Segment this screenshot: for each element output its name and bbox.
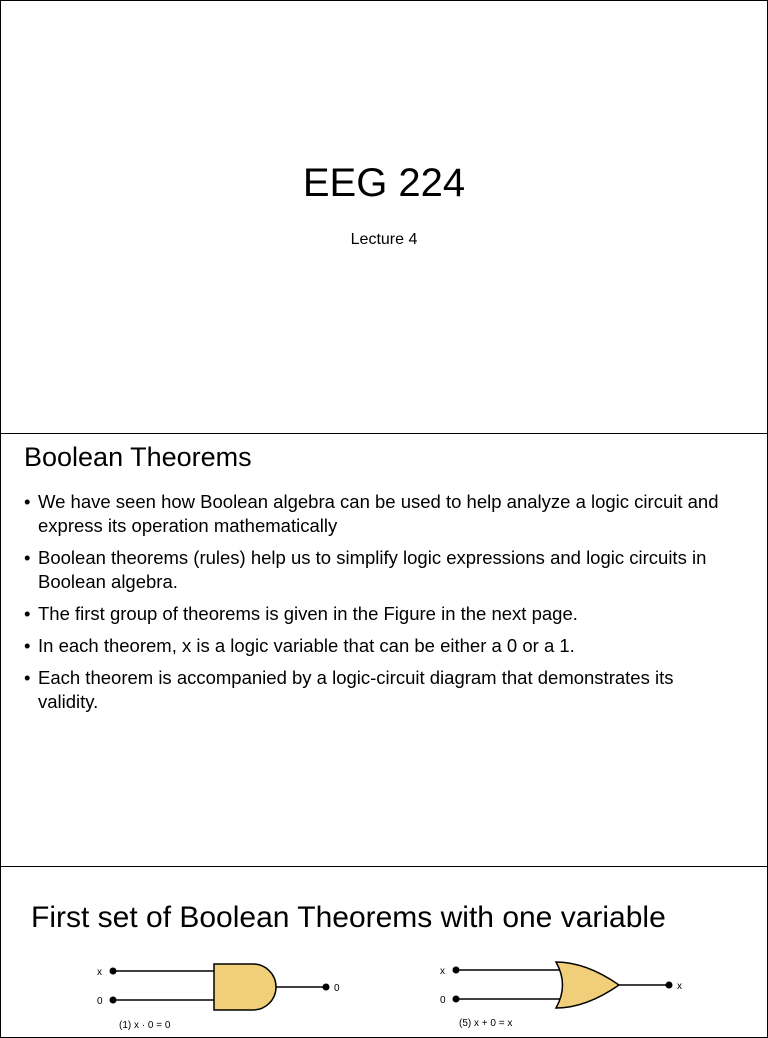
or-input-x-label: x [440, 966, 445, 977]
and-input-0-label: 0 [97, 996, 103, 1007]
theorems-diagram-slide [0, 866, 768, 1038]
and-gate-icon [214, 964, 276, 1010]
bullet-list [24, 490, 727, 722]
bullet-item: • Boolean theorems (rules) help us to simplify logic expressions and logic circuits in Boolean algebra. [24, 546, 727, 594]
slide-title: EEG 224 [302, 161, 466, 205]
or-gate-circuit [440, 962, 682, 1029]
bullet-item: • We have seen how Boolean algebra can be used to help analyze a logic circuit and express its operation mathematically [24, 490, 727, 538]
title-slide [0, 0, 768, 434]
or-gate-icon [556, 962, 619, 1008]
output-terminal [666, 982, 673, 989]
slide-heading: First set of Boolean Theorems with one variable [31, 901, 666, 934]
output-terminal [323, 984, 330, 991]
and-output-label: 0 [334, 983, 340, 994]
and-input-x-label: x [97, 967, 102, 978]
or-output-label: x [677, 981, 682, 992]
bullet-item: • Each theorem is accompanied by a logic-circuit diagram that demonstrates its validity. [24, 666, 727, 714]
logic-circuit-diagram [1, 867, 767, 1037]
or-input-0-label: 0 [440, 995, 446, 1006]
and-theorem-caption: (1) x · 0 = 0 [119, 1020, 171, 1031]
slide-heading: Boolean Theorems [24, 442, 252, 472]
boolean-theorems-slide [0, 433, 768, 867]
slide-subtitle: Lecture 4 [350, 231, 418, 248]
bullet-item: • The first group of theorems is given in the Figure in the next page. [24, 602, 727, 626]
and-gate-circuit [97, 964, 340, 1031]
bullet-item: • In each theorem, x is a logic variable that can be either a 0 or a 1. [24, 634, 727, 658]
or-theorem-caption: (5) x + 0 = x [459, 1018, 513, 1029]
